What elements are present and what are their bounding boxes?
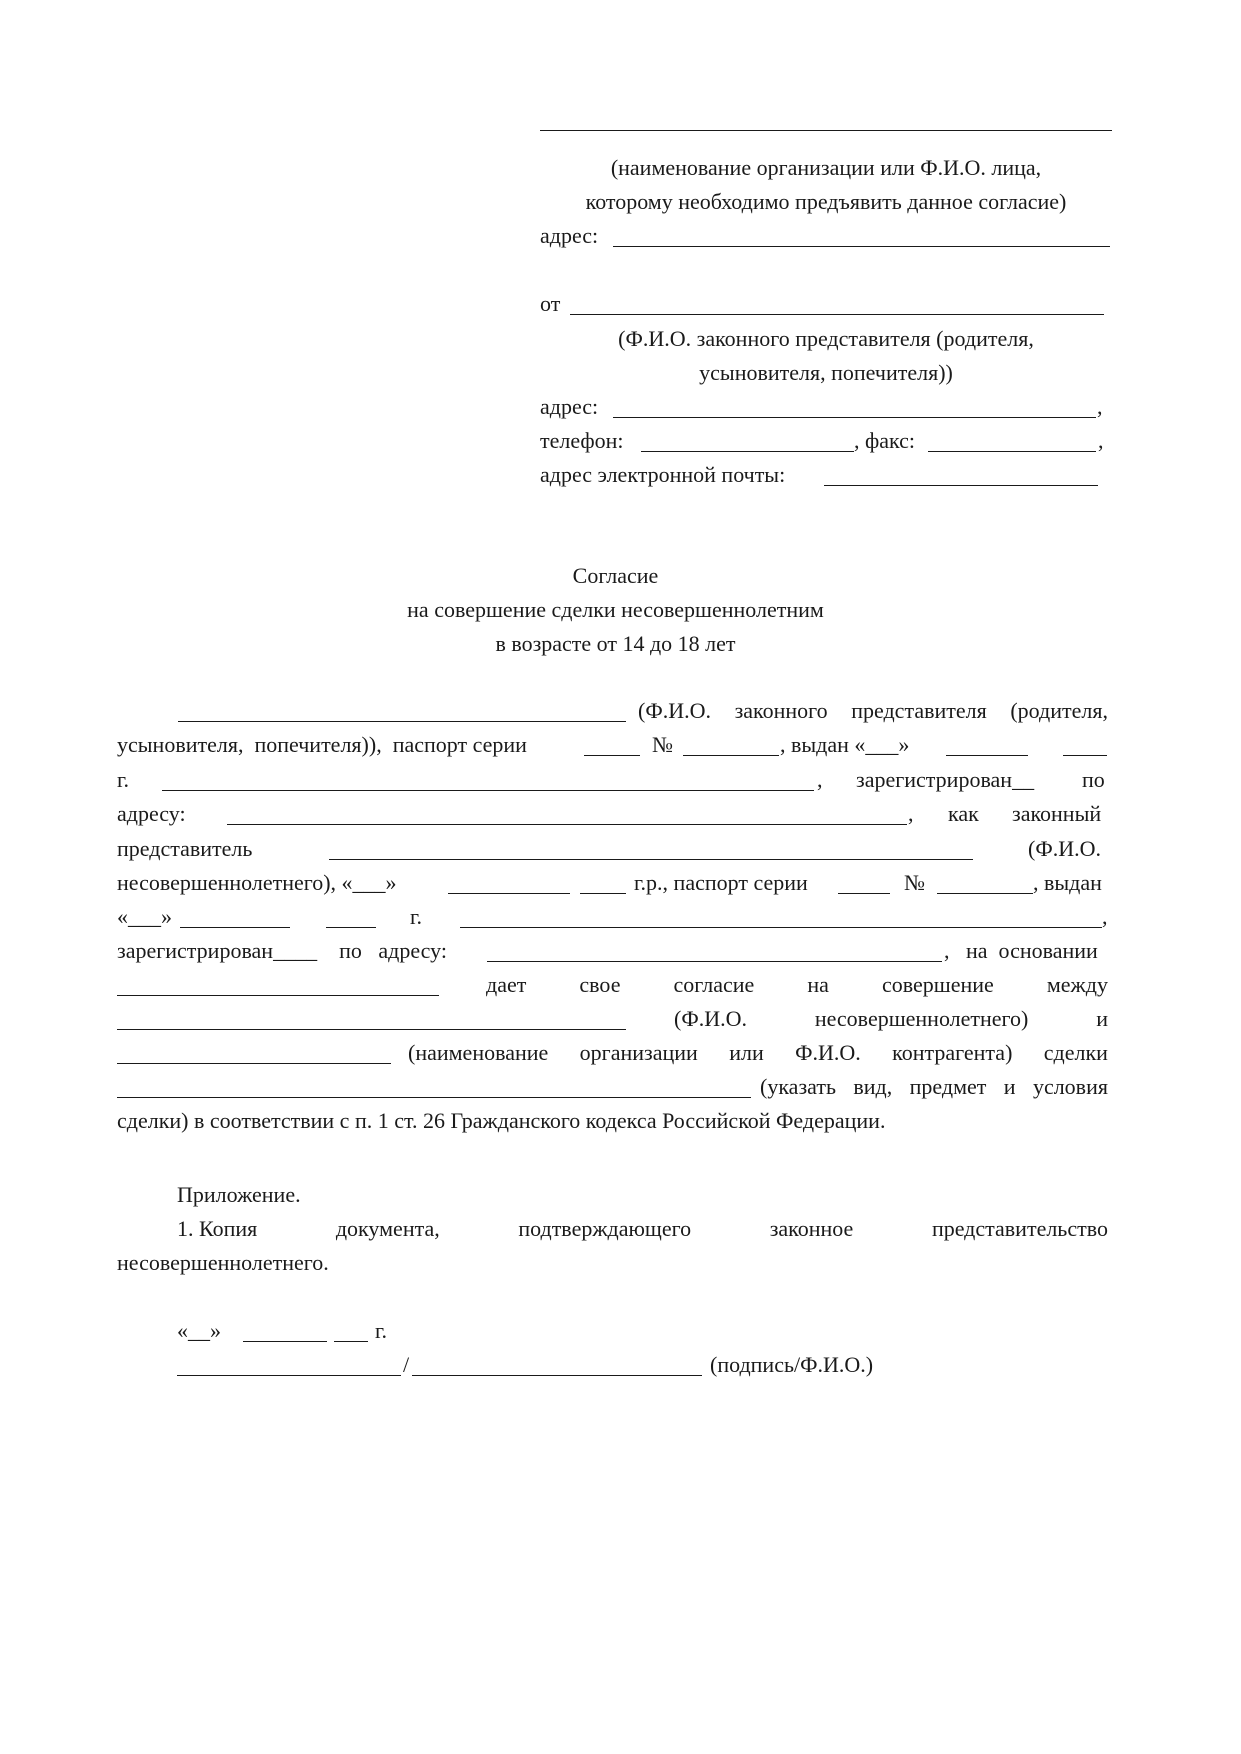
body-line-2a: усыновителя, попечителя)), паспорт серии bbox=[117, 732, 527, 757]
from-label: от bbox=[540, 291, 561, 316]
phone-blank[interactable] bbox=[641, 451, 854, 452]
basis-blank[interactable] bbox=[117, 995, 439, 996]
fax-blank[interactable] bbox=[928, 451, 1096, 452]
year-suffix-7: г. bbox=[410, 904, 423, 929]
deal-details-blank[interactable] bbox=[117, 1097, 751, 1098]
fio-caption-5: (Ф.И.О. bbox=[1028, 836, 1101, 861]
body-line-6b: г.р., паспорт серии bbox=[634, 870, 808, 895]
birth-year-blank[interactable] bbox=[580, 893, 626, 894]
as-word: как bbox=[948, 801, 979, 826]
body-line-8a: зарегистрирован____ по адресу: bbox=[117, 938, 447, 963]
issue-year-blank[interactable] bbox=[1063, 755, 1107, 756]
doc-subtitle-2: в возрасте от 14 до 18 лет bbox=[495, 631, 736, 656]
comma-3: , bbox=[817, 767, 823, 792]
phone-label: телефон: bbox=[540, 428, 624, 453]
minor-passport-series-blank[interactable] bbox=[838, 893, 890, 894]
email-blank[interactable] bbox=[824, 485, 1098, 486]
rep-registration-address-blank[interactable] bbox=[227, 824, 907, 825]
recipient-name-blank[interactable] bbox=[540, 130, 1112, 131]
issue-month-blank[interactable] bbox=[946, 755, 1028, 756]
registered-word-1: зарегистрирован__ bbox=[856, 767, 1035, 792]
minor-issue-month-blank[interactable] bbox=[180, 927, 290, 928]
minor-issued-by-blank[interactable] bbox=[460, 927, 1102, 928]
date-open-7: «___» bbox=[117, 904, 172, 929]
recipient-address-blank[interactable] bbox=[613, 246, 1110, 247]
number-sign-2: № bbox=[904, 870, 925, 895]
body-line-13: сделки) в соответствии с п. 1 ст. 26 Гражданского кодекса Российской Федерации. bbox=[117, 1108, 886, 1133]
counterparty-blank[interactable] bbox=[117, 1063, 391, 1064]
number-sign: № bbox=[652, 732, 673, 757]
appendix-title: Приложение. bbox=[177, 1182, 301, 1207]
body-line-8b: на основании bbox=[966, 938, 1098, 963]
rep-address-label: адрес: bbox=[540, 394, 599, 419]
signature-slash: / bbox=[403, 1352, 410, 1377]
minor-address-blank[interactable] bbox=[487, 961, 942, 962]
body-line-2b: , выдан «___» bbox=[780, 732, 910, 757]
passport-series-blank[interactable] bbox=[584, 755, 640, 756]
signature-caption: (подпись/Ф.И.О.) bbox=[710, 1352, 874, 1377]
sign-month-blank[interactable] bbox=[243, 1341, 327, 1342]
fax-comma: , bbox=[1098, 428, 1104, 453]
appendix-item-1: 1. Копия документа, подтверждающего законное представительство bbox=[177, 1216, 1108, 1241]
comma-8: , bbox=[944, 938, 950, 963]
representative-word: представитель bbox=[117, 836, 253, 861]
minor-issue-year-blank[interactable] bbox=[326, 927, 376, 928]
email-label: адрес электронной почты: bbox=[540, 462, 786, 487]
rep-address-blank[interactable] bbox=[613, 417, 1096, 418]
legal-word: законный bbox=[1012, 801, 1102, 826]
recipient-address-label: адрес: bbox=[540, 223, 599, 248]
doc-subtitle-1: на совершение сделки несовершеннолетним bbox=[407, 597, 824, 622]
rep-caption-2: усыновителя, попечителя)) bbox=[699, 360, 953, 385]
fax-label: , факс: bbox=[854, 428, 916, 453]
body-line-12: (указать вид, предмет и условия bbox=[760, 1074, 1108, 1099]
rep-address-comma: , bbox=[1097, 394, 1103, 419]
sign-year-suffix: г. bbox=[375, 1318, 388, 1343]
sign-year-blank[interactable] bbox=[334, 1341, 368, 1342]
appendix-item-1-cont: несовершеннолетнего. bbox=[117, 1250, 329, 1275]
po-word-1: по bbox=[1082, 767, 1105, 792]
comma-4: , bbox=[908, 801, 914, 826]
recipient-caption-1: (наименование организации или Ф.И.О. лица, bbox=[610, 155, 1042, 180]
recipient-caption-2: которому необходимо предъявить данное согласие) bbox=[585, 189, 1067, 214]
from-name-blank[interactable] bbox=[570, 314, 1104, 315]
comma-7: , bbox=[1102, 904, 1108, 929]
signature-blank[interactable] bbox=[177, 1375, 401, 1376]
issued-word-2: , выдан bbox=[1033, 870, 1102, 895]
doc-title: Согласие bbox=[572, 563, 659, 588]
body-line-10: (Ф.И.О. несовершеннолетнего) и bbox=[674, 1006, 1108, 1031]
signature-fio-blank[interactable] bbox=[412, 1375, 702, 1376]
address-word-1: адресу: bbox=[117, 801, 186, 826]
body-line-6a: несовершеннолетнего), «___» bbox=[117, 870, 397, 895]
issued-by-blank[interactable] bbox=[162, 790, 814, 791]
passport-number-blank[interactable] bbox=[683, 755, 779, 756]
body-line-11: (наименование организации или Ф.И.О. контрагента) сделки bbox=[408, 1040, 1108, 1065]
sign-date-open: «__» bbox=[177, 1318, 221, 1343]
birth-month-blank[interactable] bbox=[448, 893, 570, 894]
year-suffix-1: г. bbox=[117, 767, 130, 792]
rep-caption-1: (Ф.И.О. законного представителя (родителя, bbox=[618, 326, 1034, 351]
body-line-9: дает свое согласие на совершение между bbox=[486, 972, 1108, 997]
minor-fio-blank-1[interactable] bbox=[329, 859, 973, 860]
body-line-1: (Ф.И.О. законного представителя (родителя, bbox=[638, 698, 1108, 723]
minor-fio-blank-2[interactable] bbox=[117, 1029, 626, 1030]
minor-passport-number-blank[interactable] bbox=[937, 893, 1033, 894]
rep-fio-blank[interactable] bbox=[178, 721, 626, 722]
